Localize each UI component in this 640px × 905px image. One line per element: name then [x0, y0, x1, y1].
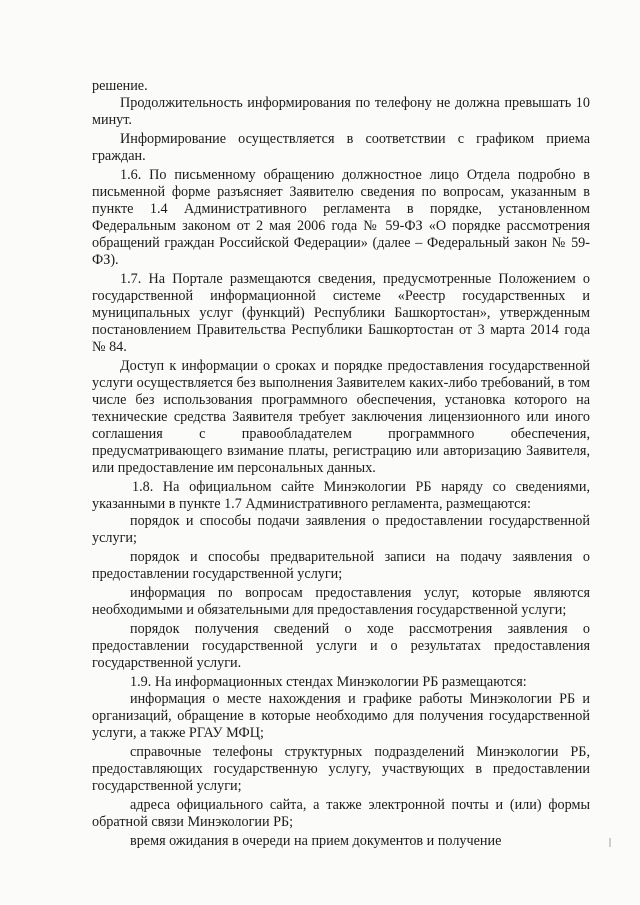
list-item-location: информация о месте нахождения и графике работы Минэкологии РБ и организаций, обращение в которые необходимо для получения государственной услуги, а также РГАУ МФЦ;: [92, 691, 590, 741]
list-item-submission: порядок и способы подачи заявления о предоставлении государственной услуги;: [92, 513, 590, 546]
paragraph-schedule: Информирование осуществляется в соответствии с графиком приема граждан.: [92, 131, 590, 164]
scan-mark: [609, 838, 611, 847]
paragraph-1-9: 1.9. На информационных стендах Минэкологии РБ размещаются:: [130, 674, 527, 690]
paragraph-phone-duration: Продолжительность информирования по телефону не должна превышать 10 минут.: [92, 95, 590, 128]
paragraph-1-8: 1.8. На официальном сайте Минэкологии РБ наряду со сведениями, указанными в пункте 1.7 Административного регламента, размещаются:: [92, 479, 590, 512]
paragraph-access: Доступ к информации о сроках и порядке предоставления государственной услуги осуществляется без выполнения Заявителем каких-либо требований, в том числе без использования программного обеспечения, установка которого на технические средства Заявителя требует заключения лицензионного или иного соглашения с правообладателем программного обеспечения, предусматривающего взимание платы, регистрацию или авторизацию Заявителя, или предоставление им персональных данных.: [92, 358, 590, 476]
list-item-progress: порядок получения сведений о ходе рассмотрения заявления о предоставлении государственной услуги и о результатах предоставления государственной услуги.: [92, 621, 590, 671]
list-item-waiting-time: время ожидания в очереди на прием документов и получение: [130, 833, 502, 849]
paragraph-1-6: 1.6. По письменному обращению должностное лицо Отдела подробно в письменной форме разъясняет Заявителю сведения по вопросам, указанным в пункте 1.4 Административного регламента в порядке, установленном Федеральным законом от 2 мая 2006 года № 59-ФЗ «О порядке рассмотрения обращений граждан Российской Федерации» (далее – Федеральный закон № 59-ФЗ).: [92, 167, 590, 268]
list-item-addresses: адреса официального сайта, а также электронной почты и (или) формы обратной связи Минэкологии РБ;: [92, 797, 590, 830]
list-item-appointment: порядок и способы предварительной записи на подачу заявления о предоставлении государственной услуги;: [92, 549, 590, 582]
list-item-services-info: информация по вопросам предоставления услуг, которые являются необходимыми и обязательными для предоставления государственной услуги;: [92, 585, 590, 618]
paragraph-continuation: решение.: [92, 78, 148, 94]
list-item-phones: справочные телефоны структурных подразделений Минэкологии РБ, предоставляющих государственную услугу, участвующих в предоставлении государственной услуги;: [92, 744, 590, 794]
paragraph-1-7: 1.7. На Портале размещаются сведения, предусмотренные Положением о государственной информационной системе «Реестр государственных и муниципальных услуг (функций) Республики Башкортостан», утвержденным постановлением Правительства Республики Башкортостан от 3 марта 2014 года № 84.: [92, 271, 590, 355]
